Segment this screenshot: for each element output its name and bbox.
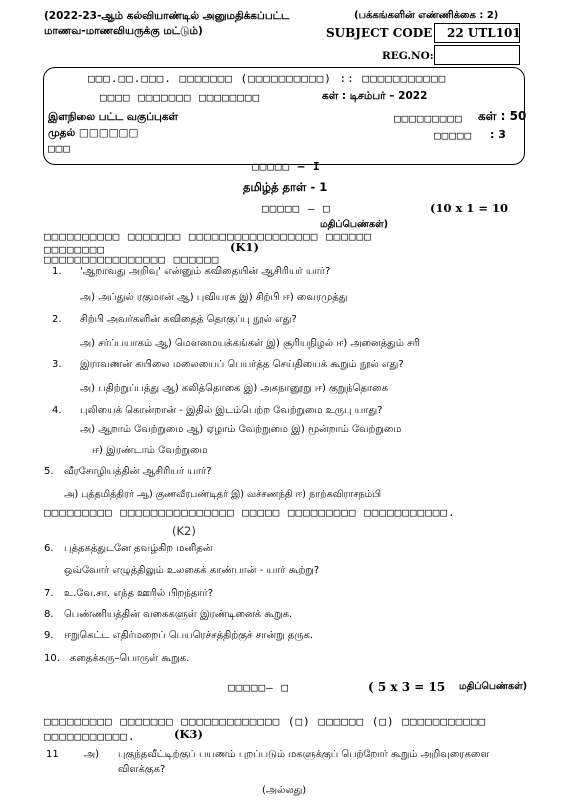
- year-label: முதல் □□□□□□: [48, 127, 139, 139]
- max-marks-value: கள் : 50: [478, 109, 527, 123]
- exam-title-line1: □□□.□□.□□□. □□□□□□□ (□□□□□□□□□□) :: □□□□□□□□□□□: [88, 72, 447, 85]
- question-number: 7.: [44, 588, 54, 599]
- question-number: 5.: [44, 466, 54, 477]
- regno-field[interactable]: [434, 45, 520, 65]
- section-a-k-level: (K1): [230, 240, 259, 254]
- question-text-continued: ஒவ்வோர் எழுத்திலும் உலகைக் காண்பான் - யார் கூற்று?: [64, 565, 320, 576]
- question-text: புத்தகத்துடனே தவழ்கிற மனிதன்: [64, 543, 213, 554]
- question-option-label: அ): [84, 749, 100, 760]
- section-b-title: □□□□□– □: [228, 681, 289, 694]
- section-a-instruction-1: □□□□□□□□□□ □□□□□□□ □□□□□□□□□□□□□□□□□ □□□□□□: [44, 230, 372, 243]
- question-text: கதைக்கரு–பொருள் கூறுக.: [70, 653, 190, 664]
- question-text: உ.வே.சா. எந்த ஊரில் பிறந்தார்?: [64, 588, 214, 599]
- question-number: 9.: [44, 630, 54, 641]
- paper-title: தமிழ்த் தாள் - 1: [243, 180, 328, 194]
- section-b-instruction-1: □□□□□□□□□ □□□□□□□ □□□□□□□□□□□□□ (□) □□□□□□ (□) □□□□□□□□□□□: [44, 715, 487, 728]
- question-text: இராவணன் கயிலை மலையைப் பெயர்த்த செய்தியைக் கூறும் நூல் எது?: [80, 359, 404, 370]
- short-answer-instruction: □□□□□□□□□ □□□□□□□□□□□□□□□ □□□□□ □□□□□□□□□ □□□□□□□□□□□.: [44, 506, 456, 519]
- question-options: அ) அப்துல் ரகுமான் ஆ) புவியரசு இ) சிற்பி ஈ) வைரமுத்து: [80, 292, 348, 303]
- short-answer-k-level: (K2): [172, 524, 196, 538]
- section-a-instruction-2: □□□□□□□□: [44, 243, 105, 256]
- question-text: 'ஆறாவது அறிவு' என்னும் கவிதையின் ஆசிரியர் யார்?: [80, 266, 331, 277]
- section-a-marks-unit: மதிப்பெண்கள்): [320, 219, 389, 230]
- question-number: 8.: [44, 609, 54, 620]
- question-text: புலியைக் கொன்றான் - இதில் இடம்பெற்ற வேற்றுமை உருபு யாது?: [80, 405, 383, 416]
- question-text: புகுந்தவீட்டிற்குப் பயணம் புறப்படும் மகளுக்குப் பெற்றோர் கூறும் அறிவுரைகளை: [118, 749, 490, 760]
- question-text: வீரசோழியத்தின் ஆசிரியர் யார்?: [64, 466, 212, 477]
- subject-code-box: [434, 23, 520, 43]
- page-count: (பக்கங்களின் எண்ணிக்கை : 2): [354, 10, 499, 21]
- question-options: அ) பதிற்றுப்பத்து ஆ) கலித்தொகை இ) அகநானூறு ஈ) குறுந்தொகை: [80, 383, 389, 394]
- section-b-marks-unit: மதிப்பெண்கள்): [459, 681, 528, 692]
- question-number: 6.: [44, 543, 54, 554]
- section-b-instruction-2: □□□□□□□□□□□.: [44, 730, 136, 743]
- header-left-line2: மாணவ-மாணவியருக்கு மட்டும்): [44, 25, 203, 37]
- question-text: சிற்பி அவர்களின் கவிதைத் தொகுப்பு நூல் எது?: [80, 314, 297, 325]
- question-options: அ) சர்ப்பயாகம் ஆ) மௌனமயக்கங்கள் இ) சூரியநிழல் ஈ) அனைத்தும் சரி: [80, 338, 420, 349]
- or-separator: (அல்லது): [262, 785, 307, 796]
- question-text-continued: விளக்குக?: [118, 764, 166, 775]
- section-a-title: □□□□□ – □: [262, 202, 331, 215]
- duration-label: □□□□□: [434, 129, 473, 142]
- question-number: 11: [46, 749, 59, 760]
- question-text: ஈறுகெட்ட எதிர்மறைப் பெயரெச்சத்திற்குச் சான்று தருக.: [64, 630, 314, 641]
- regno-label: REG.NO:: [382, 50, 434, 62]
- header-left-line1: (2022-23-ஆம் கல்வியாண்டில் அனுமதிக்கப்பட்ட: [44, 10, 290, 22]
- question-number: 3.: [52, 359, 62, 370]
- question-options-continued: ஈ) இரண்டாம் வேற்றுமை: [92, 445, 208, 456]
- exam-box-extra: □□□: [48, 142, 71, 155]
- exam-title-line2: □□□□ □□□□□□□ □□□□□□□□: [100, 91, 261, 104]
- question-text: பெண்ணியத்தின் வகைகளுள் இரண்டினைக் கூறுக.: [64, 609, 293, 620]
- question-number: 4.: [52, 405, 62, 416]
- section-a-instruction-3: □□□□□□□□□□□□□□□□ □□□□□□: [44, 253, 220, 266]
- question-number: 2.: [52, 314, 62, 325]
- section-a-marks: (10 x 1 = 10: [430, 201, 508, 215]
- question-number: 1.: [52, 266, 62, 277]
- duration-value: : 3: [490, 128, 506, 141]
- section-b-k-level: (K3): [174, 727, 203, 741]
- question-options: அ) புத்தமித்திரர் ஆ) குணவீரபண்டிதர் இ) வச்சணந்தி ஈ) நாற்கவிராசநம்பி: [64, 489, 381, 500]
- exam-session: கள் : டிசம்பர் – 2022: [322, 90, 428, 102]
- section-b-marks: ( 5 x 3 = 15: [368, 680, 446, 694]
- question-number: 10.: [44, 653, 60, 664]
- part-title: □□□□□ – I: [252, 160, 321, 173]
- question-options: அ) ஆறாம் வேற்றுமை ஆ) ஏழாம் வேற்றுமை இ) மூன்றாம் வேற்றுமை: [80, 424, 402, 435]
- max-marks-label: □□□□□□□□□: [394, 112, 463, 125]
- subject-code-value: 22 UTL101: [447, 26, 521, 40]
- subject-code-label: SUBJECT CODE: [326, 26, 433, 40]
- course-name: இளநிலை பட்ட வகுப்புகள்: [48, 111, 179, 123]
